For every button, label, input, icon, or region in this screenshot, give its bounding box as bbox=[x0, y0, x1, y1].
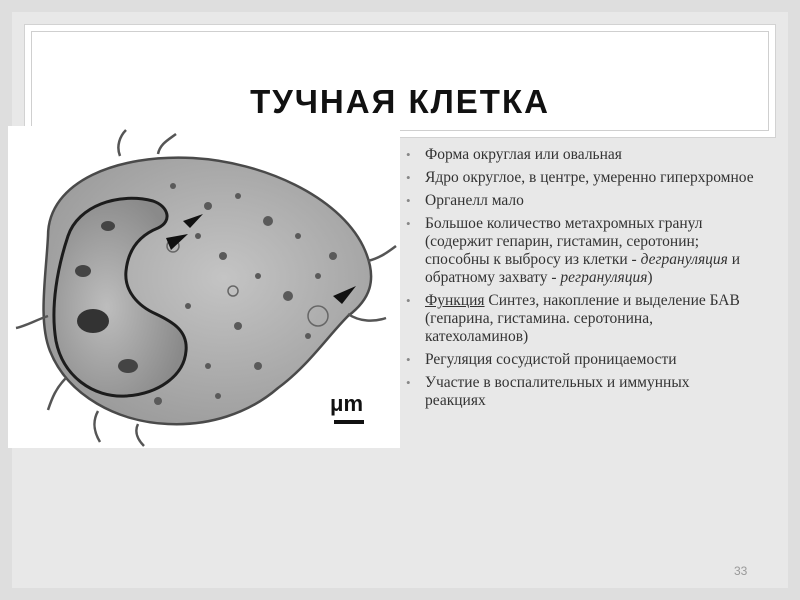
scale-bar bbox=[334, 420, 364, 424]
bullet-function: • Функция Синтез, накопление и выделение БАВ (гепарина, гистамина. серотонина, катехоламинов) bbox=[404, 292, 754, 346]
term-degranulation: дегрануляция bbox=[640, 251, 728, 268]
slide-title: ТУЧНАЯ КЛЕТКА bbox=[250, 83, 550, 120]
bullet-text: Ядро округлое, в центре, умеренно гиперхромное bbox=[425, 169, 754, 186]
bullet-text: Участие в воспалительных и иммунных реакциях bbox=[425, 374, 690, 409]
scale-label: μm bbox=[330, 391, 364, 416]
bullet-text: Регуляция сосудистой проницаемости bbox=[425, 351, 677, 368]
title-box bbox=[25, 25, 775, 137]
function-label: Функция bbox=[425, 292, 485, 309]
bullet-permeability bbox=[404, 351, 754, 369]
page-number: 33 bbox=[734, 564, 748, 578]
term-regranulation: регрануляция bbox=[560, 269, 648, 286]
mast-cell-micrograph bbox=[8, 126, 400, 448]
micrograph-image bbox=[8, 126, 400, 448]
bullet-shape bbox=[404, 146, 754, 164]
bullet-granules: • Большое количество метахромных гранул (содержит гепарин, гистамин, серотонин; способны к выбросу из клетки - дегрануляция и обратному захвату - регрануляция) bbox=[404, 215, 754, 287]
bullet-text: Форма округлая или овальная bbox=[425, 146, 622, 163]
bullet-nucleus bbox=[404, 169, 754, 187]
bullet-list bbox=[404, 146, 754, 415]
bullet-organelles bbox=[404, 192, 754, 210]
bullet-immune bbox=[404, 374, 754, 410]
bullet-text: Органелл мало bbox=[425, 192, 524, 209]
